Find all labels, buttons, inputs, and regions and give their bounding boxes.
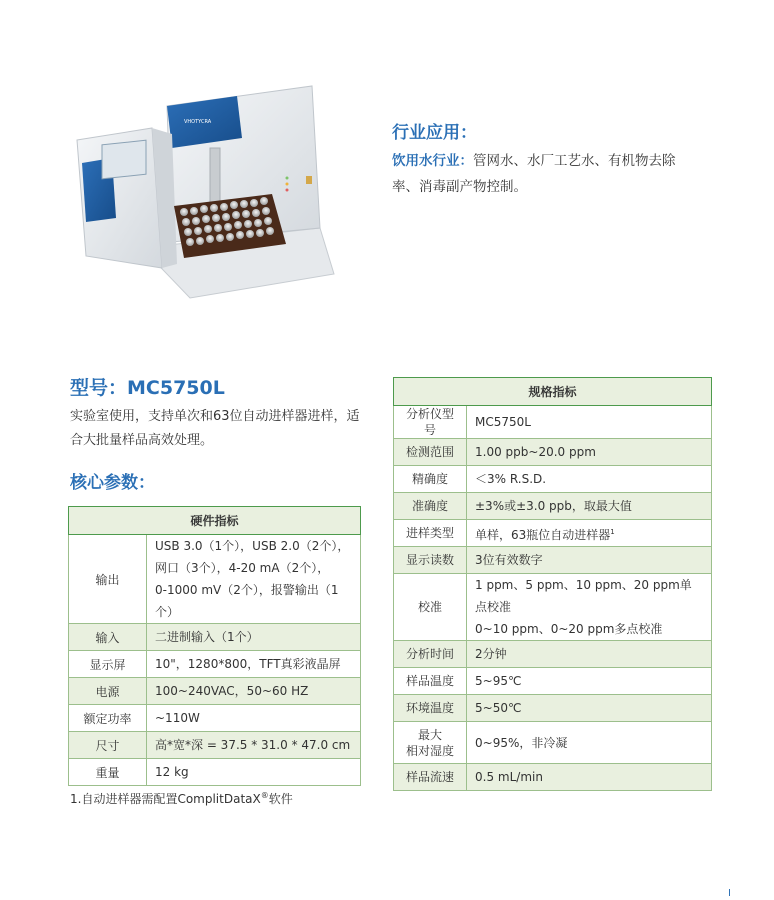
spec-table	[393, 377, 712, 791]
hardware-key: 重量	[69, 759, 147, 786]
hardware-table	[68, 506, 361, 786]
spec-key	[394, 668, 467, 695]
hardware-value-line: 100~240VAC，50~60 HZ	[155, 684, 309, 698]
hardware-key: 尺寸	[69, 732, 147, 759]
spec-key	[394, 764, 467, 791]
hardware-value-line: 0-1000 mV（2个），报警输出（1个）	[155, 583, 339, 619]
spec-key-line: 校准	[417, 600, 442, 614]
spec-key	[394, 406, 467, 439]
spec-value	[467, 466, 712, 493]
spec-value-line: 5~95℃	[475, 674, 522, 688]
spec-key	[394, 695, 467, 722]
hardware-key: 额定功率	[69, 705, 147, 732]
spec-value-line: 0.5 mL/min	[475, 770, 543, 784]
hardware-value-line: ~110W	[155, 711, 200, 725]
spec-row	[394, 764, 712, 791]
page-number: I	[728, 888, 731, 899]
spec-key-line: 样品流速	[405, 770, 454, 784]
hardware-row	[69, 535, 361, 624]
application-line1: 管网水、水厂工艺水、有机物去除	[473, 153, 676, 169]
spec-row	[394, 668, 712, 695]
hardware-key: 输入	[69, 624, 147, 651]
spec-row	[394, 439, 712, 466]
spec-key-line: 精确度	[411, 472, 448, 486]
hardware-value	[147, 624, 361, 651]
spec-value	[467, 695, 712, 722]
spec-row	[394, 466, 712, 493]
footnote-marker: 1	[610, 527, 615, 536]
hardware-value	[147, 732, 361, 759]
spec-value-line: 1 ppm、5 ppm、10 ppm、20 ppm单点校准	[475, 578, 692, 614]
footnote	[70, 790, 293, 807]
spec-key-line: 分析仪型号	[405, 407, 454, 437]
hardware-row	[69, 624, 361, 651]
spec-value	[467, 764, 712, 791]
model-desc-line2: 合大批量样品高效处理。	[70, 433, 214, 448]
hardware-value-line: 10"，1280*800，TFT真彩液晶屏	[155, 657, 341, 671]
spec-key-line: 样品温度	[405, 674, 454, 688]
spec-key	[394, 493, 467, 520]
hardware-value	[147, 535, 361, 624]
spec-value-line: 5~50℃	[475, 701, 522, 715]
spec-key	[394, 520, 467, 547]
spec-header: 规格指标	[394, 378, 712, 406]
hardware-value-line: USB 3.0（1个），USB 2.0（2个），	[155, 539, 350, 553]
hardware-value-line: 网口（3个），4-20 mA（2个），	[155, 561, 330, 575]
hardware-key: 输出	[69, 535, 147, 624]
hardware-key: 显示屏	[69, 651, 147, 678]
spec-value	[467, 493, 712, 520]
spec-value-line: 3位有效数字	[475, 553, 543, 567]
application-title: 行业应用：	[392, 123, 477, 143]
device-label: VHOTYCRA	[184, 119, 212, 125]
spec-key-line: 进样类型	[405, 526, 454, 540]
spec-row	[394, 493, 712, 520]
spec-value-line: ＜3% R.S.D.	[475, 472, 547, 486]
spec-key-line: 最大	[417, 727, 442, 742]
spec-row	[394, 574, 712, 641]
application-line2: 率、消毒副产物控制。	[392, 179, 527, 195]
spec-value	[467, 574, 712, 641]
spec-key	[394, 574, 467, 641]
spec-value	[467, 722, 712, 764]
spec-row	[394, 641, 712, 668]
hardware-header: 硬件指标	[69, 507, 361, 535]
spec-value-line: 2分钟	[475, 647, 507, 661]
spec-value	[467, 520, 712, 547]
registered-mark: ®	[260, 791, 269, 800]
spec-value-line: 0~10 ppm、0~20 ppm多点校准	[475, 622, 663, 636]
spec-key-line: 检测范围	[405, 445, 454, 459]
footnote-text: 1.自动进样器需配置ComplitDataX	[70, 792, 261, 806]
spec-key	[394, 439, 467, 466]
model-desc-line1: 实验室使用，支持单次和63位自动进样器进样，适	[70, 409, 360, 424]
footnote-suffix: 软件	[268, 792, 293, 806]
spec-row	[394, 520, 712, 547]
spec-row	[394, 695, 712, 722]
hardware-value-line: 12 kg	[155, 765, 189, 779]
hardware-value	[147, 678, 361, 705]
spec-value	[467, 547, 712, 574]
spec-row	[394, 547, 712, 574]
spec-value-text: 单样，63瓶位自动进样器	[475, 527, 611, 542]
spec-row	[394, 406, 712, 439]
spec-key	[394, 641, 467, 668]
application-highlight: 饮用水行业：	[392, 153, 473, 169]
spec-key	[394, 722, 467, 764]
core-params-title: 核心参数：	[70, 473, 155, 493]
product-image	[72, 78, 342, 306]
spec-row	[394, 722, 712, 764]
hardware-row	[69, 705, 361, 732]
spec-key-line: 准确度	[411, 499, 448, 513]
spec-key-line: 相对湿度	[405, 743, 454, 758]
hardware-row	[69, 678, 361, 705]
spec-value-line: ±3%或±3.0 ppb，取最大值	[475, 499, 632, 513]
spec-key-line: 环境温度	[405, 701, 454, 715]
spec-value-line: MC5750L	[475, 415, 531, 429]
hardware-value	[147, 705, 361, 732]
spec-value	[467, 668, 712, 695]
hardware-row	[69, 651, 361, 678]
hardware-value	[147, 651, 361, 678]
spec-value	[467, 406, 712, 439]
model-description	[70, 405, 370, 453]
hardware-value-line: 二进制输入（1个）	[155, 630, 259, 644]
spec-key	[394, 466, 467, 493]
model-title: 型号：MC5750L	[70, 377, 225, 399]
hardware-key: 电源	[69, 678, 147, 705]
hardware-row	[69, 732, 361, 759]
spec-value-line: 0~95%，非冷凝	[475, 735, 568, 750]
spec-key-line: 分析时间	[405, 647, 454, 661]
hardware-value	[147, 759, 361, 786]
spec-key	[394, 547, 467, 574]
spec-value	[467, 641, 712, 668]
spec-value	[467, 439, 712, 466]
spec-value-line	[475, 524, 703, 543]
application-text	[392, 148, 712, 200]
hardware-row	[69, 759, 361, 786]
spec-value-line: 1.00 ppb~20.0 ppm	[475, 445, 596, 459]
spec-key-line: 显示读数	[405, 553, 454, 567]
hardware-value-line: 高*宽*深 = 37.5 * 31.0 * 47.0 cm	[155, 738, 351, 752]
